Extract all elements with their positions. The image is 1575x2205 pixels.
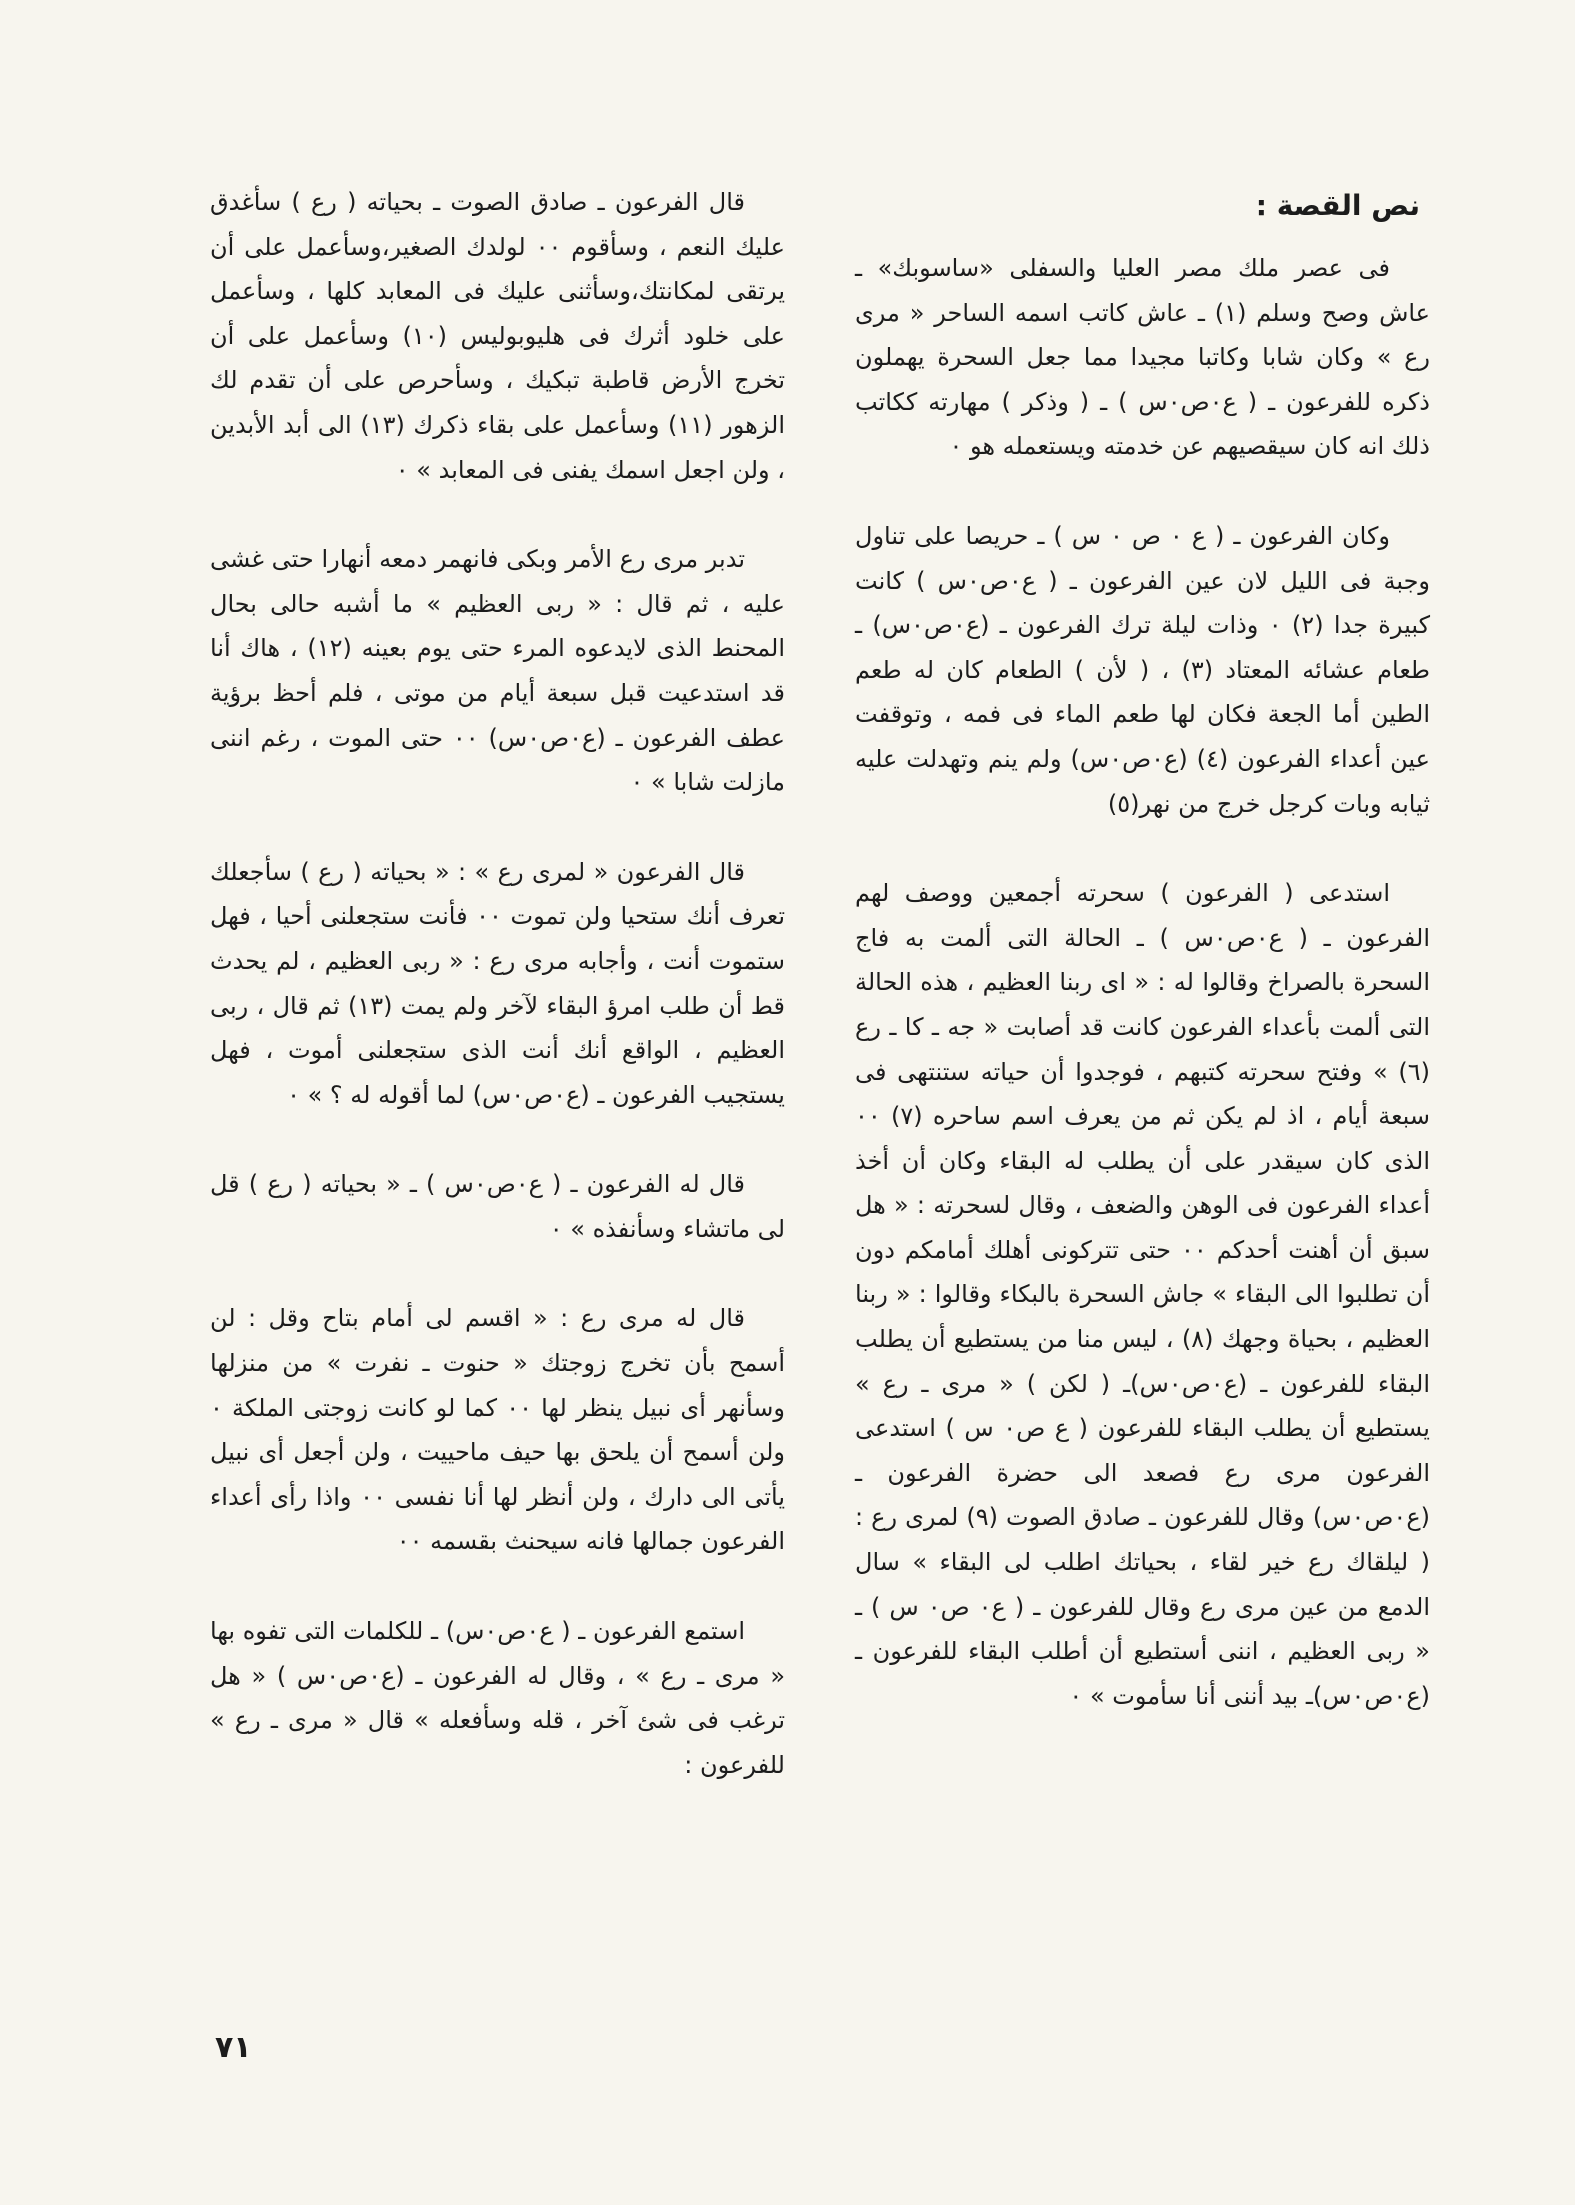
paragraph: قال الفرعون « لمرى رع » : « بحياته ( رع ) سأجعلك تعرف أنك ستحيا ولن تموت ٠٠ فأنت ستجعلنى أحيا ، فهل ستموت أنت ، وأجابه مرى رع : « ربى العظيم ، لم يحدث قط أن طلب امرؤ البقاء لآخر ولم يمت (١٣) ثم قال ، ربى العظيم ، الواقع أنك أنت الذى ستجعلنى أموت ، فهل يستجيب الفرعون ـ (ع٠ص٠س) لما أقوله له ؟ » ٠ [210, 857, 785, 1109]
paragraph: فى عصر ملك مصر العليا والسفلى «ساسوبك» ـ عاش وصح وسلم (١) ـ عاش كاتب اسمه الساحر « مرى رع » وكان شابا وكاتبا مجيدا مما جعل السحرة يهملون ذكره للفرعون ـ ( ع٠ص٠س ) ـ ( وذكر ) مهارته ككاتب ذلك انه كان سيقصيهم عن خدمته ويستعمله هو ٠ [855, 254, 1430, 461]
paragraph: تدبر مرى رع الأمر وبكى فانهمر دمعه أنهارا حتى غشى عليه ، ثم قال : « ربى العظيم » ما أشبه حالى بحال المحنط الذى لايدعوه المرء حتى يوم بعينه (١٢) ، هاك أنا قد استدعيت قبل سبعة أيام من موتى ، فلم أحظ برؤية عطف الفرعون ـ (ع٠ص٠س) ٠٠ حتى الموت ، رغم اننى مازلت شابا » ٠ [210, 545, 785, 797]
left-column [210, 180, 785, 1832]
paragraph: استمع الفرعون ـ ( ع٠ص٠س) ـ للكلمات التى تفوه بها « مرى ـ رع » ، وقال له الفرعون ـ (ع٠ص٠س ) « هل ترغب فى شئ آخر ، قله وسأفعله » قال « مرى ـ رع » للفرعون : [210, 1617, 786, 1779]
paragraph: قال له مرى رع : « اقسم لى أمام بتاح وقل : لن أسمح بأن تخرج زوجتك « حنوت ـ نفرت » من منزلها وسأنهر أى نبيل ينظر لها ٠٠ كما لو كانت زوجتى الملكة ٠ ولن أسمح أن يلحق بها حيف ماحييت ، ولن أجعل أى نبيل يأتى الى دارك ، ولن أنظر لها أنا نفسى ٠٠ واذا رأى أعداء الفرعون جمالها فانه سيحنث بقسمه ٠٠ [210, 1304, 785, 1556]
section-heading: نص القصة : [1255, 189, 1420, 222]
paragraph: وكان الفرعون ـ ( ع ٠ ص ٠ س ) ـ حريصا على تناول وجبة فى الليل لان عين الفرعون ـ ( ع٠ص٠س ) كانت كبيرة جدا (٢) ٠ وذات ليلة ترك الفرعون ـ (ع٠ص٠س) ـ طعام عشائه المعتاد (٣) ، ( لأن ) الطعام كان له طعم الطين أما الجعة فكان لها طعم الماء فى فمه ، وتوقفت عين أعداء الفرعون (٤) (ع٠ص٠س) ولم ينم وتهدلت عليه ثيابه وبات كرجل خرج من نهر(٥) [855, 521, 1431, 818]
page-number: ٧١ [215, 2030, 252, 2065]
paragraph: قال الفرعون ـ صادق الصوت ـ بحياته ( رع ) سأغدق عليك النعم ، وسأقوم ٠٠ لولدك الصغير،وسأعمل على أن يرتقى لمكانتك،وسأثنى عليك فى المعابد كلها ، وسأعمل على خلود أثرك فى هليوبوليس (١٠) وسأعمل على أن تخرج الأرض قاطبة تبكيك ، وسأحرص على أن تقدم لك الزهور (١١) وسأعمل على بقاء ذكرك (١٣) الى أبد الأبدين ، ولن اجعل اسمك يفنى فى المعابد » ٠ [210, 188, 786, 484]
paragraph: قال له الفرعون ـ ( ع٠ص٠س ) ـ « بحياته ( رع ) قل لى ماتشاء وسأنفذه » ٠ [210, 1170, 785, 1243]
paragraph: استدعى ( الفرعون ) سحرته أجمعين ووصف لهم الفرعون ـ ( ع٠ص٠س ) ـ الحالة التى ألمت به فاج السحرة بالصراخ وقالوا له : « اى ربنا العظيم ، هذه الحالة التى ألمت بأعداء الفرعون كانت قد أصابت « جه ـ كا ـ رع (٦) » وفتح سحرته كتبهم ، فوجدوا أن حياته ستنتهى فى سبعة أيام ، اذ لم يكن ثم من يعرف اسم ساحره (٧) ٠٠ الذى كان سيقدر على أن يطلب له البقاء وكان أن أخذ أعداء الفرعون فى الوهن والضعف ، وقال لسحرته : « هل سبق أن أهنت أحدكم ٠٠ حتى تتركونى أهلك أمامكم دون أن تطلبوا الى البقاء » جاش السحرة بالبكاء وقالوا : « ربنا العظيم ، بحياة وجهك (٨) ، ليس منا من يستطيع أن يطلب البقاء للفرعون ـ (ع٠ص٠س)ـ ( لكن ) « مرى ـ رع » يستطيع أن يطلب البقاء للفرعون ( ع ص٠ س ) استدعى الفرعون مرى رع فصعد الى حضرة الفرعون ـ (ع٠ص٠س) وقال للفرعون ـ صادق الصوت (٩) لمرى رع : ( ليلقاك رع خير لقاء ، بحياتك اطلب لى البقاء » سال الدمع من عين مرى رع وقال للفرعون ـ ( ع٠ ص٠ س ) ـ « ربى العظيم ، اننى أستطيع أن أطلب البقاء للفرعون ـ (ع٠ص٠س)ـ بيد أننى أنا سأموت » ٠ [855, 879, 1431, 1710]
right-column [855, 180, 1430, 1763]
